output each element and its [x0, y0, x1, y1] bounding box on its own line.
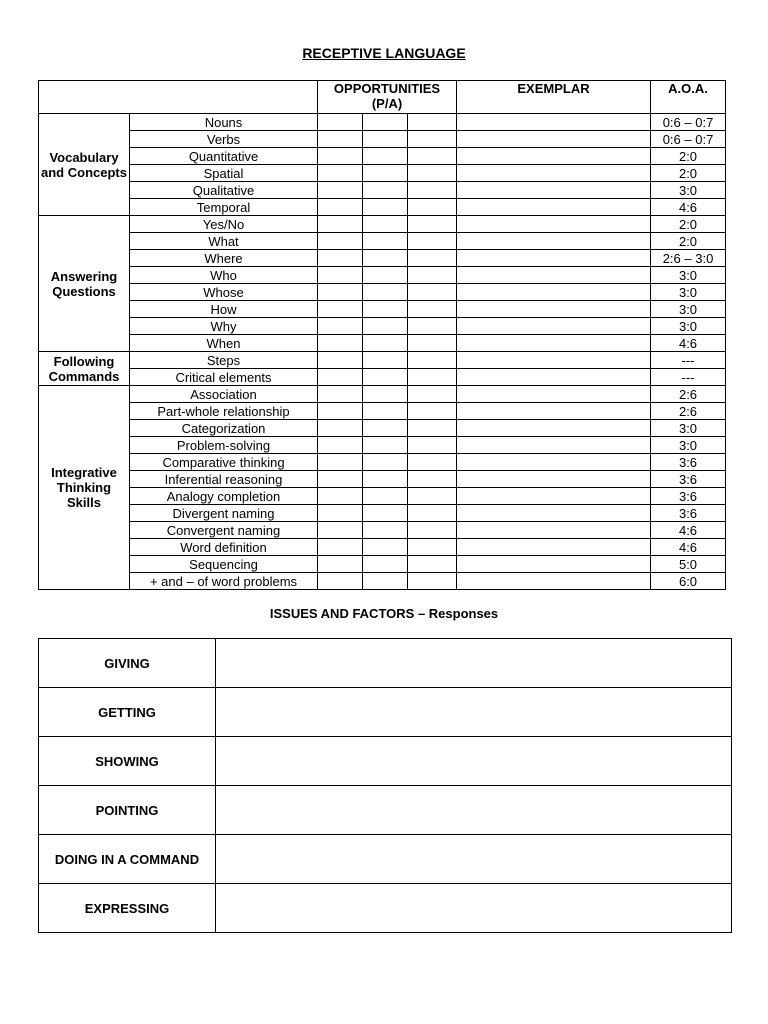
- response-row: [39, 639, 732, 688]
- response-field[interactable]: [216, 884, 732, 933]
- opportunity-cell[interactable]: [318, 216, 363, 233]
- aoa-value: ---: [651, 352, 726, 369]
- exemplar-cell[interactable]: [457, 165, 651, 182]
- opportunity-cell[interactable]: [408, 165, 457, 182]
- opportunity-cell[interactable]: [363, 437, 408, 454]
- opportunity-cell[interactable]: [408, 471, 457, 488]
- aoa-value: 4:6: [651, 539, 726, 556]
- opportunity-cell[interactable]: [318, 131, 363, 148]
- response-row: [39, 688, 732, 737]
- header-blank: [39, 81, 318, 114]
- table-row: [39, 437, 726, 454]
- table-row: [39, 148, 726, 165]
- skill-item: Temporal: [130, 199, 318, 216]
- opportunity-cell[interactable]: [408, 386, 457, 403]
- category-label: Following Commands: [39, 352, 130, 386]
- opportunity-cell[interactable]: [363, 471, 408, 488]
- exemplar-cell[interactable]: [457, 556, 651, 573]
- table-row: [39, 318, 726, 335]
- table-row: [39, 182, 726, 199]
- exemplar-cell[interactable]: [457, 420, 651, 437]
- opportunity-cell[interactable]: [318, 369, 363, 386]
- exemplar-cell[interactable]: [457, 505, 651, 522]
- aoa-value: 0:6 – 0:7: [651, 114, 726, 131]
- opportunity-cell[interactable]: [363, 386, 408, 403]
- response-row: [39, 884, 732, 933]
- skill-item: Critical elements: [130, 369, 318, 386]
- skill-item: Yes/No: [130, 216, 318, 233]
- table-row: [39, 267, 726, 284]
- opportunity-cell[interactable]: [363, 301, 408, 318]
- exemplar-cell[interactable]: [457, 148, 651, 165]
- skill-item: Categorization: [130, 420, 318, 437]
- opportunity-cell[interactable]: [363, 318, 408, 335]
- skill-item: Sequencing: [130, 556, 318, 573]
- exemplar-cell[interactable]: [457, 369, 651, 386]
- opportunity-cell[interactable]: [318, 556, 363, 573]
- opportunity-cell[interactable]: [408, 352, 457, 369]
- table-row: [39, 216, 726, 233]
- opportunity-cell[interactable]: [363, 131, 408, 148]
- opportunity-cell[interactable]: [318, 233, 363, 250]
- aoa-value: 2:0: [651, 165, 726, 182]
- table-row: [39, 454, 726, 471]
- table-row: [39, 488, 726, 505]
- opportunity-cell[interactable]: [318, 335, 363, 352]
- response-label: POINTING: [39, 786, 216, 835]
- aoa-value: 4:6: [651, 522, 726, 539]
- opportunity-cell[interactable]: [408, 454, 457, 471]
- opportunity-cell[interactable]: [408, 114, 457, 131]
- opportunity-cell[interactable]: [408, 335, 457, 352]
- opportunity-cell[interactable]: [318, 165, 363, 182]
- response-label: SHOWING: [39, 737, 216, 786]
- opportunity-cell[interactable]: [408, 505, 457, 522]
- table-row: [39, 301, 726, 318]
- response-row: [39, 786, 732, 835]
- response-label: GIVING: [39, 639, 216, 688]
- responses-body: [39, 639, 732, 933]
- opportunity-cell[interactable]: [363, 522, 408, 539]
- skill-item: Quantitative: [130, 148, 318, 165]
- opportunity-cell[interactable]: [408, 216, 457, 233]
- opportunity-cell[interactable]: [318, 114, 363, 131]
- skill-item: When: [130, 335, 318, 352]
- table-row: [39, 233, 726, 250]
- exemplar-cell[interactable]: [457, 522, 651, 539]
- exemplar-cell[interactable]: [457, 539, 651, 556]
- aoa-value: 3:6: [651, 454, 726, 471]
- exemplar-cell[interactable]: [457, 488, 651, 505]
- opportunity-cell[interactable]: [318, 437, 363, 454]
- aoa-value: ---: [651, 369, 726, 386]
- aoa-value: 3:0: [651, 437, 726, 454]
- header-opportunities-label: OPPORTUNITIES (P/A): [333, 81, 441, 111]
- response-row: [39, 835, 732, 884]
- response-label: DOING IN A COMMAND: [39, 835, 216, 884]
- opportunity-cell[interactable]: [318, 454, 363, 471]
- response-field[interactable]: [216, 786, 732, 835]
- skill-item: Divergent naming: [130, 505, 318, 522]
- opportunity-cell[interactable]: [318, 539, 363, 556]
- exemplar-cell[interactable]: [457, 454, 651, 471]
- header-exemplar: EXEMPLAR: [457, 81, 651, 114]
- table-row: [39, 403, 726, 420]
- opportunity-cell[interactable]: [363, 369, 408, 386]
- table-row: [39, 250, 726, 267]
- exemplar-cell[interactable]: [457, 131, 651, 148]
- opportunity-cell[interactable]: [408, 403, 457, 420]
- response-label: GETTING: [39, 688, 216, 737]
- opportunity-cell[interactable]: [363, 165, 408, 182]
- opportunity-cell[interactable]: [363, 267, 408, 284]
- opportunity-cell[interactable]: [318, 267, 363, 284]
- exemplar-cell[interactable]: [457, 403, 651, 420]
- opportunity-cell[interactable]: [363, 335, 408, 352]
- opportunity-cell[interactable]: [408, 369, 457, 386]
- opportunity-cell[interactable]: [363, 284, 408, 301]
- aoa-value: 3:6: [651, 505, 726, 522]
- skill-item: Steps: [130, 352, 318, 369]
- table-row: [39, 335, 726, 352]
- opportunity-cell[interactable]: [408, 233, 457, 250]
- opportunity-cell[interactable]: [318, 182, 363, 199]
- skill-item: Word definition: [130, 539, 318, 556]
- exemplar-cell[interactable]: [457, 301, 651, 318]
- table-row: [39, 131, 726, 148]
- aoa-value: 3:0: [651, 182, 726, 199]
- opportunity-cell[interactable]: [318, 505, 363, 522]
- exemplar-cell[interactable]: [457, 114, 651, 131]
- issues-title: ISSUES AND FACTORS – Responses: [269, 606, 499, 621]
- opportunity-cell[interactable]: [363, 182, 408, 199]
- opportunity-cell[interactable]: [363, 488, 408, 505]
- table-row: [39, 199, 726, 216]
- opportunity-cell[interactable]: [408, 267, 457, 284]
- opportunity-cell[interactable]: [318, 148, 363, 165]
- aoa-value: 3:0: [651, 284, 726, 301]
- table-row: [39, 471, 726, 488]
- exemplar-cell[interactable]: [457, 471, 651, 488]
- opportunity-cell[interactable]: [318, 488, 363, 505]
- opportunity-cell[interactable]: [408, 488, 457, 505]
- exemplar-cell[interactable]: [457, 233, 651, 250]
- response-field[interactable]: [216, 688, 732, 737]
- issues-responses-table: [38, 638, 732, 933]
- aoa-value: 2:6: [651, 403, 726, 420]
- opportunity-cell[interactable]: [408, 522, 457, 539]
- opportunity-cell[interactable]: [363, 539, 408, 556]
- aoa-value: 3:6: [651, 471, 726, 488]
- skill-item: Problem-solving: [130, 437, 318, 454]
- skill-item: Why: [130, 318, 318, 335]
- table-body: [39, 114, 726, 590]
- opportunity-cell[interactable]: [363, 250, 408, 267]
- opportunity-cell[interactable]: [318, 199, 363, 216]
- table-row: [39, 573, 726, 590]
- opportunity-cell[interactable]: [318, 352, 363, 369]
- skill-item: Nouns: [130, 114, 318, 131]
- opportunity-cell[interactable]: [408, 318, 457, 335]
- exemplar-cell[interactable]: [457, 267, 651, 284]
- opportunity-cell[interactable]: [408, 539, 457, 556]
- table-row: [39, 505, 726, 522]
- response-field[interactable]: [216, 737, 732, 786]
- opportunity-cell[interactable]: [408, 250, 457, 267]
- opportunity-cell[interactable]: [363, 352, 408, 369]
- table-row: [39, 539, 726, 556]
- header-aoa: A.O.A.: [651, 81, 726, 114]
- table-row: [39, 522, 726, 539]
- table-row: [39, 284, 726, 301]
- exemplar-cell[interactable]: [457, 573, 651, 590]
- opportunity-cell[interactable]: [363, 420, 408, 437]
- opportunity-cell[interactable]: [318, 573, 363, 590]
- header-opportunities: [318, 81, 457, 114]
- opportunity-cell[interactable]: [408, 573, 457, 590]
- opportunity-cell[interactable]: [318, 301, 363, 318]
- table-row: [39, 386, 726, 403]
- exemplar-cell[interactable]: [457, 250, 651, 267]
- opportunity-cell[interactable]: [363, 573, 408, 590]
- table-row: [39, 556, 726, 573]
- opportunity-cell[interactable]: [318, 318, 363, 335]
- opportunity-cell[interactable]: [363, 505, 408, 522]
- aoa-value: 2:0: [651, 216, 726, 233]
- aoa-value: 5:0: [651, 556, 726, 573]
- skill-item: What: [130, 233, 318, 250]
- opportunity-cell[interactable]: [363, 556, 408, 573]
- opportunity-cell[interactable]: [408, 284, 457, 301]
- skill-item: How: [130, 301, 318, 318]
- aoa-value: 2:0: [651, 233, 726, 250]
- table-row: [39, 352, 726, 369]
- skill-item: Who: [130, 267, 318, 284]
- table-row: [39, 420, 726, 437]
- skill-item: Where: [130, 250, 318, 267]
- opportunity-cell[interactable]: [363, 148, 408, 165]
- response-field[interactable]: [216, 835, 732, 884]
- skill-item: + and – of word problems: [130, 573, 318, 590]
- table-row: [39, 114, 726, 131]
- opportunity-cell[interactable]: [408, 182, 457, 199]
- exemplar-cell[interactable]: [457, 284, 651, 301]
- aoa-value: 0:6 – 0:7: [651, 131, 726, 148]
- aoa-value: 3:0: [651, 318, 726, 335]
- skill-item: Spatial: [130, 165, 318, 182]
- opportunity-cell[interactable]: [363, 454, 408, 471]
- aoa-value: 4:6: [651, 335, 726, 352]
- category-label: Answering Questions: [39, 216, 130, 352]
- exemplar-cell[interactable]: [457, 386, 651, 403]
- opportunity-cell[interactable]: [318, 386, 363, 403]
- aoa-value: 6:0: [651, 573, 726, 590]
- exemplar-cell[interactable]: [457, 335, 651, 352]
- category-label: Vocabulary and Concepts: [39, 114, 130, 216]
- opportunity-cell[interactable]: [408, 131, 457, 148]
- opportunity-cell[interactable]: [363, 233, 408, 250]
- skill-item: Association: [130, 386, 318, 403]
- opportunity-cell[interactable]: [318, 420, 363, 437]
- aoa-value: 4:6: [651, 199, 726, 216]
- opportunity-cell[interactable]: [408, 199, 457, 216]
- response-field[interactable]: [216, 639, 732, 688]
- opportunity-cell[interactable]: [408, 437, 457, 454]
- opportunity-cell[interactable]: [408, 148, 457, 165]
- category-label: Integrative Thinking Skills: [39, 386, 130, 590]
- skill-item: Qualitative: [130, 182, 318, 199]
- exemplar-cell[interactable]: [457, 352, 651, 369]
- aoa-value: 2:6: [651, 386, 726, 403]
- opportunity-cell[interactable]: [318, 522, 363, 539]
- opportunity-cell[interactable]: [318, 284, 363, 301]
- response-row: [39, 737, 732, 786]
- exemplar-cell[interactable]: [457, 318, 651, 335]
- opportunity-cell[interactable]: [363, 403, 408, 420]
- skill-item: Whose: [130, 284, 318, 301]
- skill-item: Convergent naming: [130, 522, 318, 539]
- exemplar-cell[interactable]: [457, 199, 651, 216]
- skill-item: Verbs: [130, 131, 318, 148]
- opportunity-cell[interactable]: [318, 471, 363, 488]
- skill-item: Analogy completion: [130, 488, 318, 505]
- opportunity-cell[interactable]: [318, 403, 363, 420]
- aoa-value: 3:0: [651, 420, 726, 437]
- table-row: [39, 369, 726, 386]
- opportunity-cell[interactable]: [408, 556, 457, 573]
- aoa-value: 3:0: [651, 267, 726, 284]
- opportunity-cell[interactable]: [408, 301, 457, 318]
- skill-item: Part-whole relationship: [130, 403, 318, 420]
- page-title: RECEPTIVE LANGUAGE: [302, 45, 466, 61]
- opportunity-cell[interactable]: [408, 420, 457, 437]
- aoa-value: 2:6 – 3:0: [651, 250, 726, 267]
- table-row: [39, 165, 726, 182]
- skill-item: Inferential reasoning: [130, 471, 318, 488]
- exemplar-cell[interactable]: [457, 216, 651, 233]
- skill-item: Comparative thinking: [130, 454, 318, 471]
- response-label: EXPRESSING: [39, 884, 216, 933]
- aoa-value: 3:6: [651, 488, 726, 505]
- opportunity-cell[interactable]: [363, 216, 408, 233]
- opportunity-cell[interactable]: [363, 199, 408, 216]
- header-row: [39, 81, 726, 114]
- opportunity-cell[interactable]: [363, 114, 408, 131]
- exemplar-cell[interactable]: [457, 182, 651, 199]
- receptive-language-table: [38, 80, 726, 590]
- exemplar-cell[interactable]: [457, 437, 651, 454]
- opportunity-cell[interactable]: [318, 250, 363, 267]
- aoa-value: 2:0: [651, 148, 726, 165]
- aoa-value: 3:0: [651, 301, 726, 318]
